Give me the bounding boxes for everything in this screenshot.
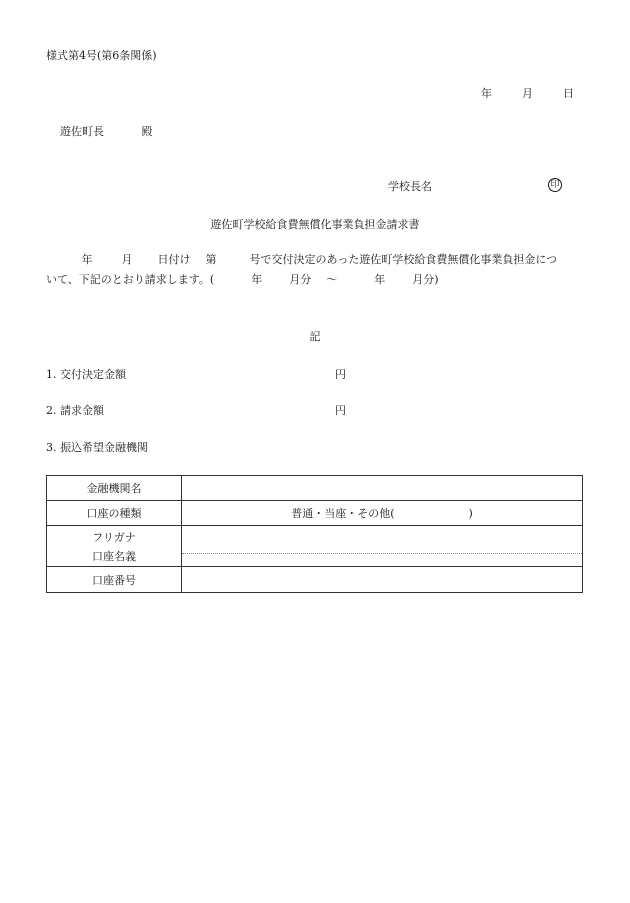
item-request-amount-label: 2. 請求金額 bbox=[46, 404, 104, 417]
account-name-field[interactable] bbox=[182, 526, 583, 567]
table-row bbox=[47, 567, 583, 593]
ki-heading: 記 bbox=[309, 330, 321, 343]
account-type-label: 口座の種類 bbox=[47, 501, 182, 526]
seal-mark: 印 bbox=[548, 178, 562, 192]
date-line bbox=[481, 87, 574, 101]
account-number-field[interactable] bbox=[182, 567, 583, 593]
period-tilde: ～ bbox=[326, 273, 338, 286]
item-bank-label: 3. 振込希望金融機関 bbox=[46, 441, 148, 454]
date-month: 月 bbox=[522, 87, 533, 100]
account-name-label-cell bbox=[47, 526, 182, 567]
addressee-name: 遊佐町長 bbox=[60, 125, 104, 138]
account-number-label: 口座番号 bbox=[47, 567, 182, 593]
addressee bbox=[60, 125, 153, 139]
form-number: 様式第4号(第6条関係) bbox=[46, 49, 157, 62]
account-type-options: 普通・当座・その他( bbox=[291, 507, 395, 520]
institution-label: 金融機関名 bbox=[47, 476, 182, 501]
period-end-month: 月分) bbox=[412, 273, 439, 286]
account-type-close: ) bbox=[468, 507, 473, 520]
period-start-month: 月分 bbox=[289, 273, 312, 286]
body-year: 年 bbox=[81, 253, 93, 266]
account-name-label: 口座名義 bbox=[92, 549, 136, 563]
body-text-line2 bbox=[46, 273, 439, 287]
period-start-year: 年 bbox=[251, 273, 263, 286]
body-day: 日付け bbox=[157, 253, 191, 266]
furigana-field[interactable] bbox=[182, 538, 582, 554]
body-line1-rest: 号で交付決定のあった遊佐町学校給食費無償化事業負担金につ bbox=[249, 253, 558, 266]
addressee-honorific: 殿 bbox=[141, 125, 153, 138]
date-day: 日 bbox=[563, 87, 574, 100]
principal-name-label: 学校長名 bbox=[388, 180, 432, 193]
period-end-year: 年 bbox=[374, 273, 386, 286]
item-decision-amount-unit: 円 bbox=[335, 368, 346, 381]
item-decision-amount-label: 1. 交付決定金額 bbox=[46, 368, 126, 381]
document-title: 遊佐町学校給食費無償化事業負担金請求書 bbox=[210, 218, 420, 231]
body-number-prefix: 第 bbox=[205, 253, 217, 266]
body-text-line1 bbox=[46, 253, 557, 267]
body-line2-prefix: いて、下記のとおり請求します。( bbox=[46, 273, 215, 286]
bank-info-table bbox=[46, 475, 583, 593]
institution-field[interactable] bbox=[182, 476, 583, 501]
table-row bbox=[47, 526, 583, 567]
body-month: 月 bbox=[121, 253, 133, 266]
item-request-amount-unit: 円 bbox=[335, 404, 346, 417]
table-row bbox=[47, 476, 583, 501]
furigana-label: フリガナ bbox=[92, 530, 136, 544]
date-year: 年 bbox=[481, 87, 492, 100]
account-type-field[interactable] bbox=[182, 501, 583, 526]
table-row bbox=[47, 501, 583, 526]
